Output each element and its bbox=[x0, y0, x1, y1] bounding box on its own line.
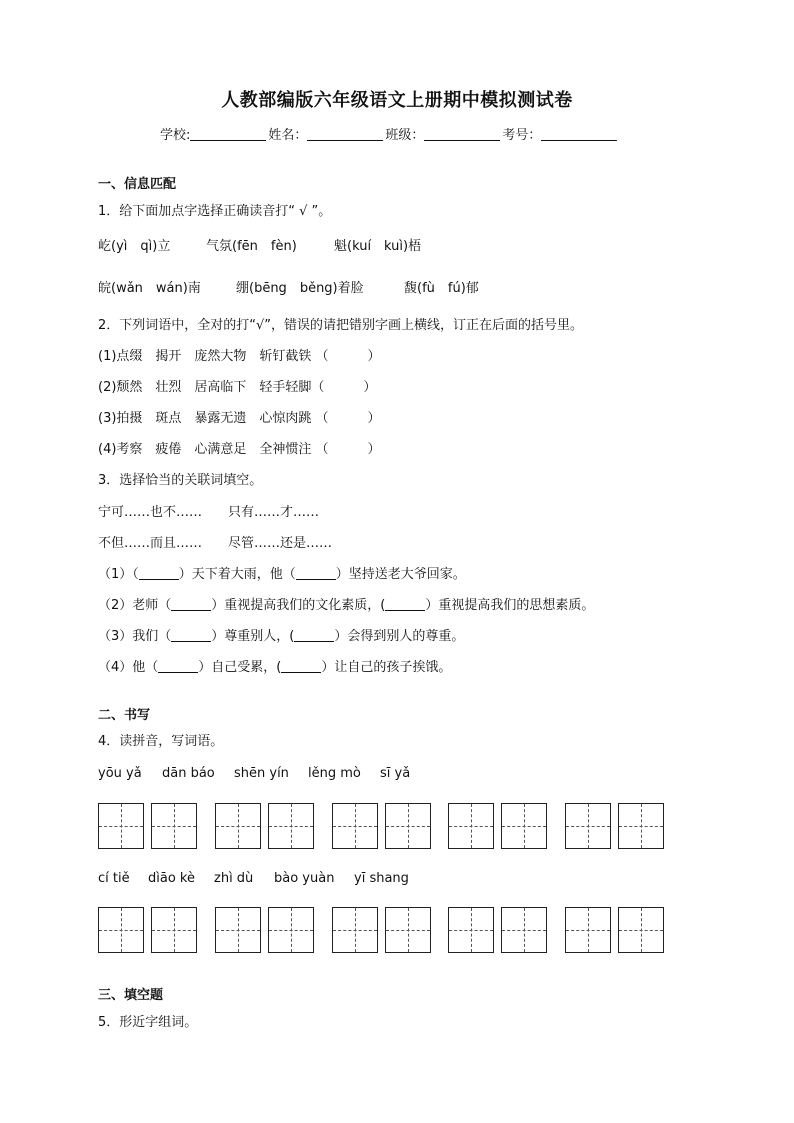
text-segment: （2）老师（ bbox=[98, 598, 172, 613]
class-blank[interactable] bbox=[424, 127, 500, 141]
q3-sentence-4 bbox=[98, 656, 451, 675]
section-2-heading: 二、书写 bbox=[98, 708, 151, 723]
text-segment: ）坚持送老大爷回家。 bbox=[335, 567, 466, 582]
fill-blank[interactable] bbox=[139, 567, 179, 580]
fill-blank[interactable] bbox=[171, 598, 211, 611]
writing-cell[interactable] bbox=[448, 803, 494, 849]
q2-item: (4)考察 疲倦 心满意足 全神惯注 （ ） bbox=[98, 442, 381, 457]
fill-blank[interactable] bbox=[171, 629, 211, 642]
writing-cell[interactable] bbox=[501, 907, 547, 953]
fill-blank[interactable] bbox=[296, 567, 336, 580]
q2-stem: 2．下列词语中，全对的打“√”，错误的请把错别字画上横线，订正在后面的括号里。 bbox=[98, 318, 584, 333]
pinyin-label: shēn yín bbox=[234, 766, 289, 781]
q3-sentence-1 bbox=[98, 563, 466, 582]
text-segment: ）天下着大雨，他（ bbox=[178, 567, 296, 582]
pinyin-label: dìāo kè bbox=[148, 871, 195, 886]
pinyin-label: bào yuàn bbox=[274, 871, 335, 886]
text-segment: （1）（ bbox=[98, 567, 139, 582]
pinyin-label: dān báo bbox=[162, 766, 215, 781]
writing-cell[interactable] bbox=[385, 803, 431, 849]
text-segment: ）会得到别人的尊重。 bbox=[334, 629, 465, 644]
pinyin-label: lěng mò bbox=[308, 766, 361, 781]
q1-item: 屹(yì qì)立 bbox=[98, 239, 171, 254]
writing-cell[interactable] bbox=[268, 907, 314, 953]
writing-cell[interactable] bbox=[332, 803, 378, 849]
fill-blank[interactable] bbox=[158, 660, 198, 673]
q2-item: (2)颓然 壮烈 居高临下 轻手轻脚（ ） bbox=[98, 380, 377, 395]
name-blank[interactable] bbox=[307, 127, 383, 141]
fill-blank[interactable] bbox=[294, 629, 334, 642]
text-segment: （3）我们（ bbox=[98, 629, 172, 644]
section-1-heading: 一、信息匹配 bbox=[98, 177, 177, 192]
name-label: 姓名： bbox=[268, 128, 308, 143]
q3-stem: 3．选择恰当的关联词填空。 bbox=[98, 473, 263, 488]
writing-cell[interactable] bbox=[618, 803, 664, 849]
pinyin-label: yōu yǎ bbox=[98, 766, 142, 781]
q3-sentence-2 bbox=[98, 594, 594, 613]
writing-cell[interactable] bbox=[618, 907, 664, 953]
q1-item: 馥(fù fú)郁 bbox=[404, 281, 479, 296]
writing-cell[interactable] bbox=[98, 907, 144, 953]
page-title: 人教部编版六年级语文上册期中模拟测试卷 bbox=[221, 90, 573, 111]
text-segment: ）自己受累，( bbox=[198, 660, 282, 675]
writing-cell[interactable] bbox=[151, 907, 197, 953]
section-3-heading: 三、填空题 bbox=[98, 988, 164, 1003]
text-segment: ）重视提高我们的思想素质。 bbox=[425, 598, 595, 613]
text-segment: （4）他（ bbox=[98, 660, 159, 675]
writing-cell[interactable] bbox=[448, 907, 494, 953]
text-segment: ）让自己的孩子挨饿。 bbox=[321, 660, 452, 675]
writing-cell[interactable] bbox=[215, 803, 261, 849]
fill-blank[interactable] bbox=[281, 660, 321, 673]
school-blank[interactable] bbox=[190, 127, 266, 141]
class-label: 班级： bbox=[385, 128, 425, 143]
q1-item: 绷(bēng běng)着脸 bbox=[236, 281, 364, 296]
pinyin-label: cí tiě bbox=[98, 871, 130, 886]
writing-cell[interactable] bbox=[385, 907, 431, 953]
writing-cell[interactable] bbox=[151, 803, 197, 849]
q3-options: 宁可……也不…… 只有……才…… bbox=[98, 505, 320, 520]
writing-cell[interactable] bbox=[332, 907, 378, 953]
fill-blank[interactable] bbox=[385, 598, 425, 611]
q3-sentence-3 bbox=[98, 625, 464, 644]
school-label: 学校: bbox=[160, 128, 191, 143]
q1-item: 魁(kuí kuì)梧 bbox=[334, 239, 422, 254]
exam-no-label: 考号： bbox=[502, 128, 542, 143]
writing-cell[interactable] bbox=[215, 907, 261, 953]
student-info-line bbox=[160, 124, 619, 143]
writing-cell[interactable] bbox=[501, 803, 547, 849]
q1-item: 气氛(fēn fèn) bbox=[206, 239, 297, 254]
q1-item: 皖(wǎn wán)南 bbox=[98, 281, 201, 296]
q2-item: (1)点缀 揭开 庞然大物 斩钉截铁 （ ） bbox=[98, 349, 381, 364]
text-segment: ）重视提高我们的文化素质，( bbox=[211, 598, 386, 613]
q4-stem: 4．读拼音，写词语。 bbox=[98, 734, 224, 749]
q1-stem: 1．给下面加点字选择正确读音打“ √ ”。 bbox=[98, 204, 332, 219]
q5-stem: 5．形近字组词。 bbox=[98, 1015, 198, 1030]
writing-cell[interactable] bbox=[98, 803, 144, 849]
exam-no-blank[interactable] bbox=[541, 127, 617, 141]
writing-cell[interactable] bbox=[268, 803, 314, 849]
text-segment: ）尊重别人，( bbox=[211, 629, 295, 644]
writing-cell[interactable] bbox=[565, 907, 611, 953]
q3-options: 不但……而且…… 尽管……还是…… bbox=[98, 536, 333, 551]
pinyin-label: zhì dù bbox=[214, 871, 254, 886]
writing-cell[interactable] bbox=[565, 803, 611, 849]
pinyin-label: sī yǎ bbox=[380, 766, 411, 781]
pinyin-label: yī shang bbox=[354, 871, 409, 886]
q2-item: (3)拍摄 斑点 暴露无遗 心惊肉跳 （ ） bbox=[98, 411, 381, 426]
